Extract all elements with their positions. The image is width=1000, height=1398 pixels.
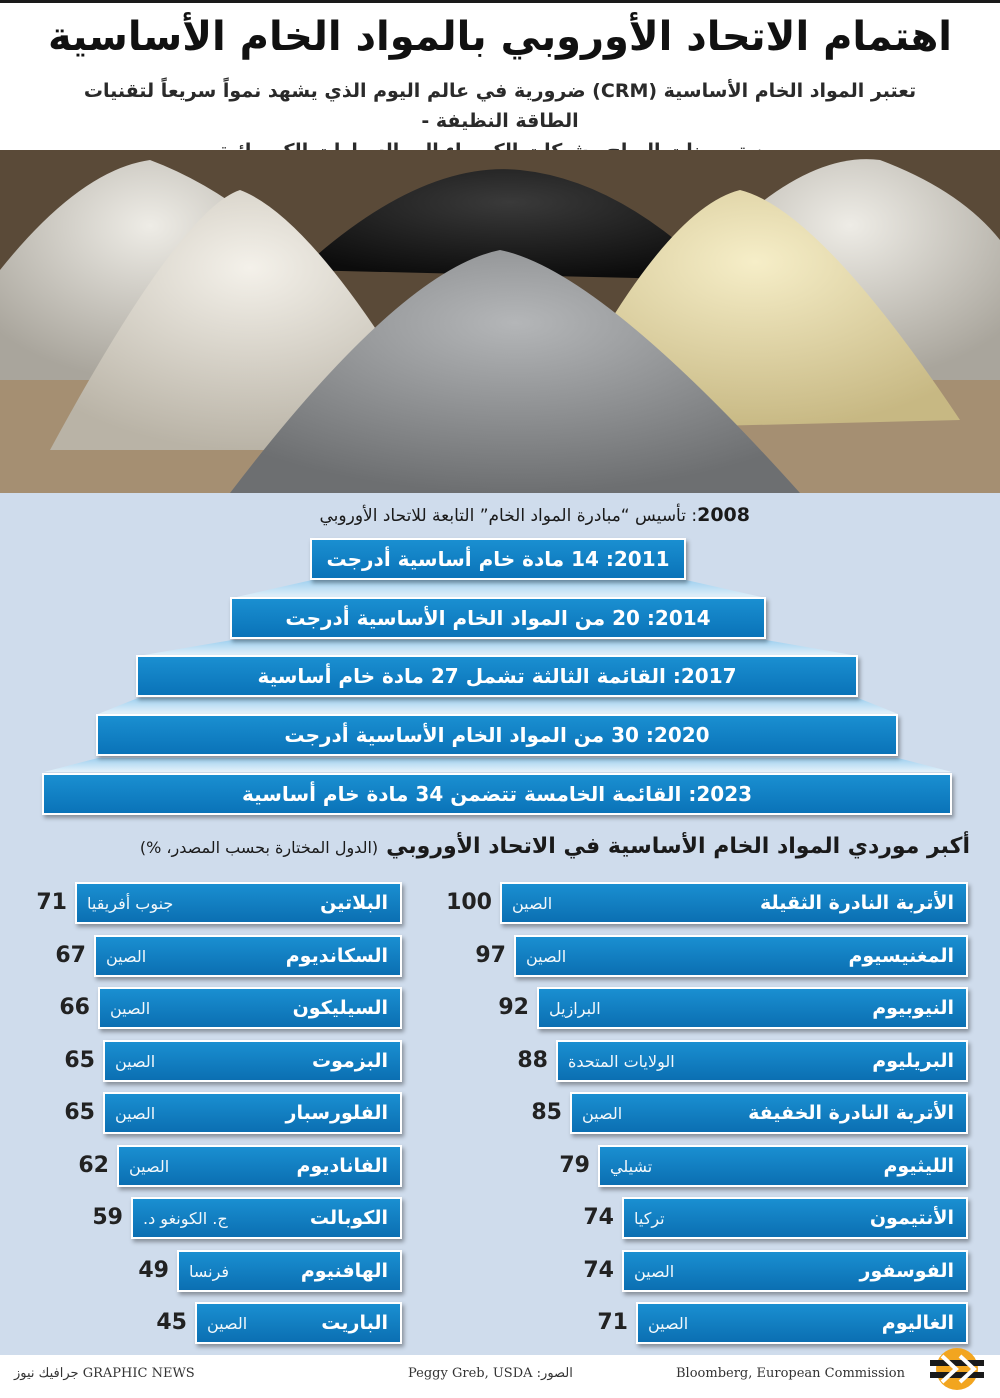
watermark-logo <box>922 1346 992 1392</box>
country-label: الصين <box>207 1313 248 1333</box>
supplier-bar <box>103 1092 402 1134</box>
value-label: 71 <box>36 890 67 915</box>
timeline-intro <box>240 504 750 526</box>
material-label: الأنتيمون <box>869 1207 954 1229</box>
value-label: 79 <box>559 1153 590 1178</box>
country-label: الولايات المتحدة <box>568 1051 675 1071</box>
material-label: السيليكون <box>292 997 388 1019</box>
timeline-step-2017: 2017: القائمة الثالثة تشمل 27 مادة خام أساسية <box>136 655 858 697</box>
material-label: الفاناديوم <box>296 1155 388 1177</box>
supplier-bar <box>94 935 402 977</box>
country-label: الصين <box>582 1103 623 1123</box>
value-label: 62 <box>78 1153 109 1178</box>
connector-4 <box>44 758 952 772</box>
country-label: ج. الكونغو د. <box>143 1208 228 1228</box>
material-label: الكوبالت <box>309 1207 388 1229</box>
value-label: 45 <box>156 1310 187 1335</box>
material-label: الهافنيوم <box>300 1260 388 1282</box>
material-label: الأتربة النادرة الخفيفة <box>748 1102 954 1124</box>
material-label: الفوسفور <box>859 1260 954 1282</box>
country-label: الصين <box>526 946 567 966</box>
subtitle-line-1: تعتبر المواد الخام الأساسية (CRM) ضرورية في عالم اليوم الذي يشهد نمواً سريعاً لتقنيات الطاقة النظيفة - <box>83 80 917 132</box>
supplier-bar <box>131 1197 402 1239</box>
value-label: 74 <box>583 1258 614 1283</box>
supplier-bar <box>622 1250 968 1292</box>
supplier-bar <box>103 1040 402 1082</box>
supplier-bar <box>195 1302 402 1344</box>
timeline-step-2014: 2014: 20 من المواد الخام الأساسية أدرجت <box>230 597 766 639</box>
supplier-bar <box>636 1302 968 1344</box>
intro-text: : تأسيس “مبادرة المواد الخام” التابعة للاتحاد الأوروبي <box>319 506 698 526</box>
country-label: تركيا <box>634 1208 665 1228</box>
country-label: الصين <box>115 1103 156 1123</box>
timeline-step-2020: 2020: 30 من المواد الخام الأساسية أدرجت <box>96 714 898 756</box>
page-title: اهتمام الاتحاد الأوروبي بالمواد الخام الأساسية <box>47 14 953 60</box>
material-label: النيوبيوم <box>872 997 954 1019</box>
photo-credit: الصور: Peggy Greb, USDA <box>408 1366 573 1381</box>
intro-year: 2008 <box>697 504 750 526</box>
value-label: 65 <box>64 1048 95 1073</box>
supplier-bar <box>556 1040 968 1082</box>
country-label: البرازيل <box>549 998 601 1018</box>
value-label: 85 <box>531 1100 562 1125</box>
chart-title: أكبر موردي المواد الخام الأساسية في الاتحاد الأوروبي <box>386 834 970 859</box>
timeline-step-2023: 2023: القائمة الخامسة تتضمن 34 مادة خام أساسية <box>42 773 952 815</box>
supplier-bar <box>598 1145 968 1187</box>
graphic-news-credit: GRAPHIC NEWS جرافيك نيوز <box>14 1366 195 1381</box>
mineral-piles-illustration <box>0 150 1000 493</box>
country-label: الصين <box>648 1313 689 1333</box>
supplier-bar <box>514 935 968 977</box>
source-credit: Bloomberg, European Commission <box>676 1366 905 1381</box>
supplier-bar <box>117 1145 402 1187</box>
connector-3 <box>98 698 898 714</box>
value-label: 49 <box>138 1258 169 1283</box>
value-label: 71 <box>597 1310 628 1335</box>
value-label: 66 <box>59 995 90 1020</box>
value-label: 88 <box>517 1048 548 1073</box>
minerals-photo <box>0 150 1000 493</box>
value-label: 92 <box>498 995 529 1020</box>
connector-1 <box>232 580 766 598</box>
supplier-bar <box>570 1092 968 1134</box>
country-label: الصين <box>129 1156 170 1176</box>
chart-note: (الدول المختارة بحسب المصدر، %) <box>139 838 379 857</box>
supplier-bar <box>75 882 402 924</box>
country-label: جنوب أفريقيا <box>87 893 174 913</box>
country-label: الصين <box>634 1261 675 1281</box>
material-label: المغنيسيوم <box>848 945 954 967</box>
timeline-step-2011: 2011: 14 مادة خام أساسية أدرجت <box>310 538 686 580</box>
top-rule <box>0 0 1000 3</box>
country-label: تشيلي <box>610 1156 653 1176</box>
footer <box>0 1360 1000 1398</box>
supplier-bar <box>622 1197 968 1239</box>
material-label: الغاليوم <box>881 1312 954 1334</box>
material-label: الليثيوم <box>883 1155 954 1177</box>
supplier-bar <box>500 882 968 924</box>
suppliers-title <box>30 834 970 859</box>
connector-2 <box>138 640 858 656</box>
supplier-bar <box>177 1250 402 1292</box>
supplier-bar <box>98 987 402 1029</box>
country-label: فرنسا <box>189 1261 230 1281</box>
material-label: البزموت <box>312 1050 388 1072</box>
value-label: 74 <box>583 1205 614 1230</box>
material-label: الفلورسبار <box>285 1102 388 1124</box>
value-label: 59 <box>92 1205 123 1230</box>
country-label: الصين <box>106 946 147 966</box>
value-label: 67 <box>55 943 86 968</box>
country-label: الصين <box>512 893 553 913</box>
country-label: الصين <box>110 998 151 1018</box>
material-label: الباريت <box>321 1312 388 1334</box>
material-label: البلاتين <box>320 892 388 914</box>
value-label: 97 <box>475 943 506 968</box>
value-label: 100 <box>446 890 492 915</box>
material-label: الأتربة النادرة الثقيلة <box>759 892 954 914</box>
country-label: الصين <box>115 1051 156 1071</box>
supplier-bar <box>537 987 968 1029</box>
material-label: السكانديوم <box>285 945 388 967</box>
material-label: البريليوم <box>872 1050 954 1072</box>
value-label: 65 <box>64 1100 95 1125</box>
